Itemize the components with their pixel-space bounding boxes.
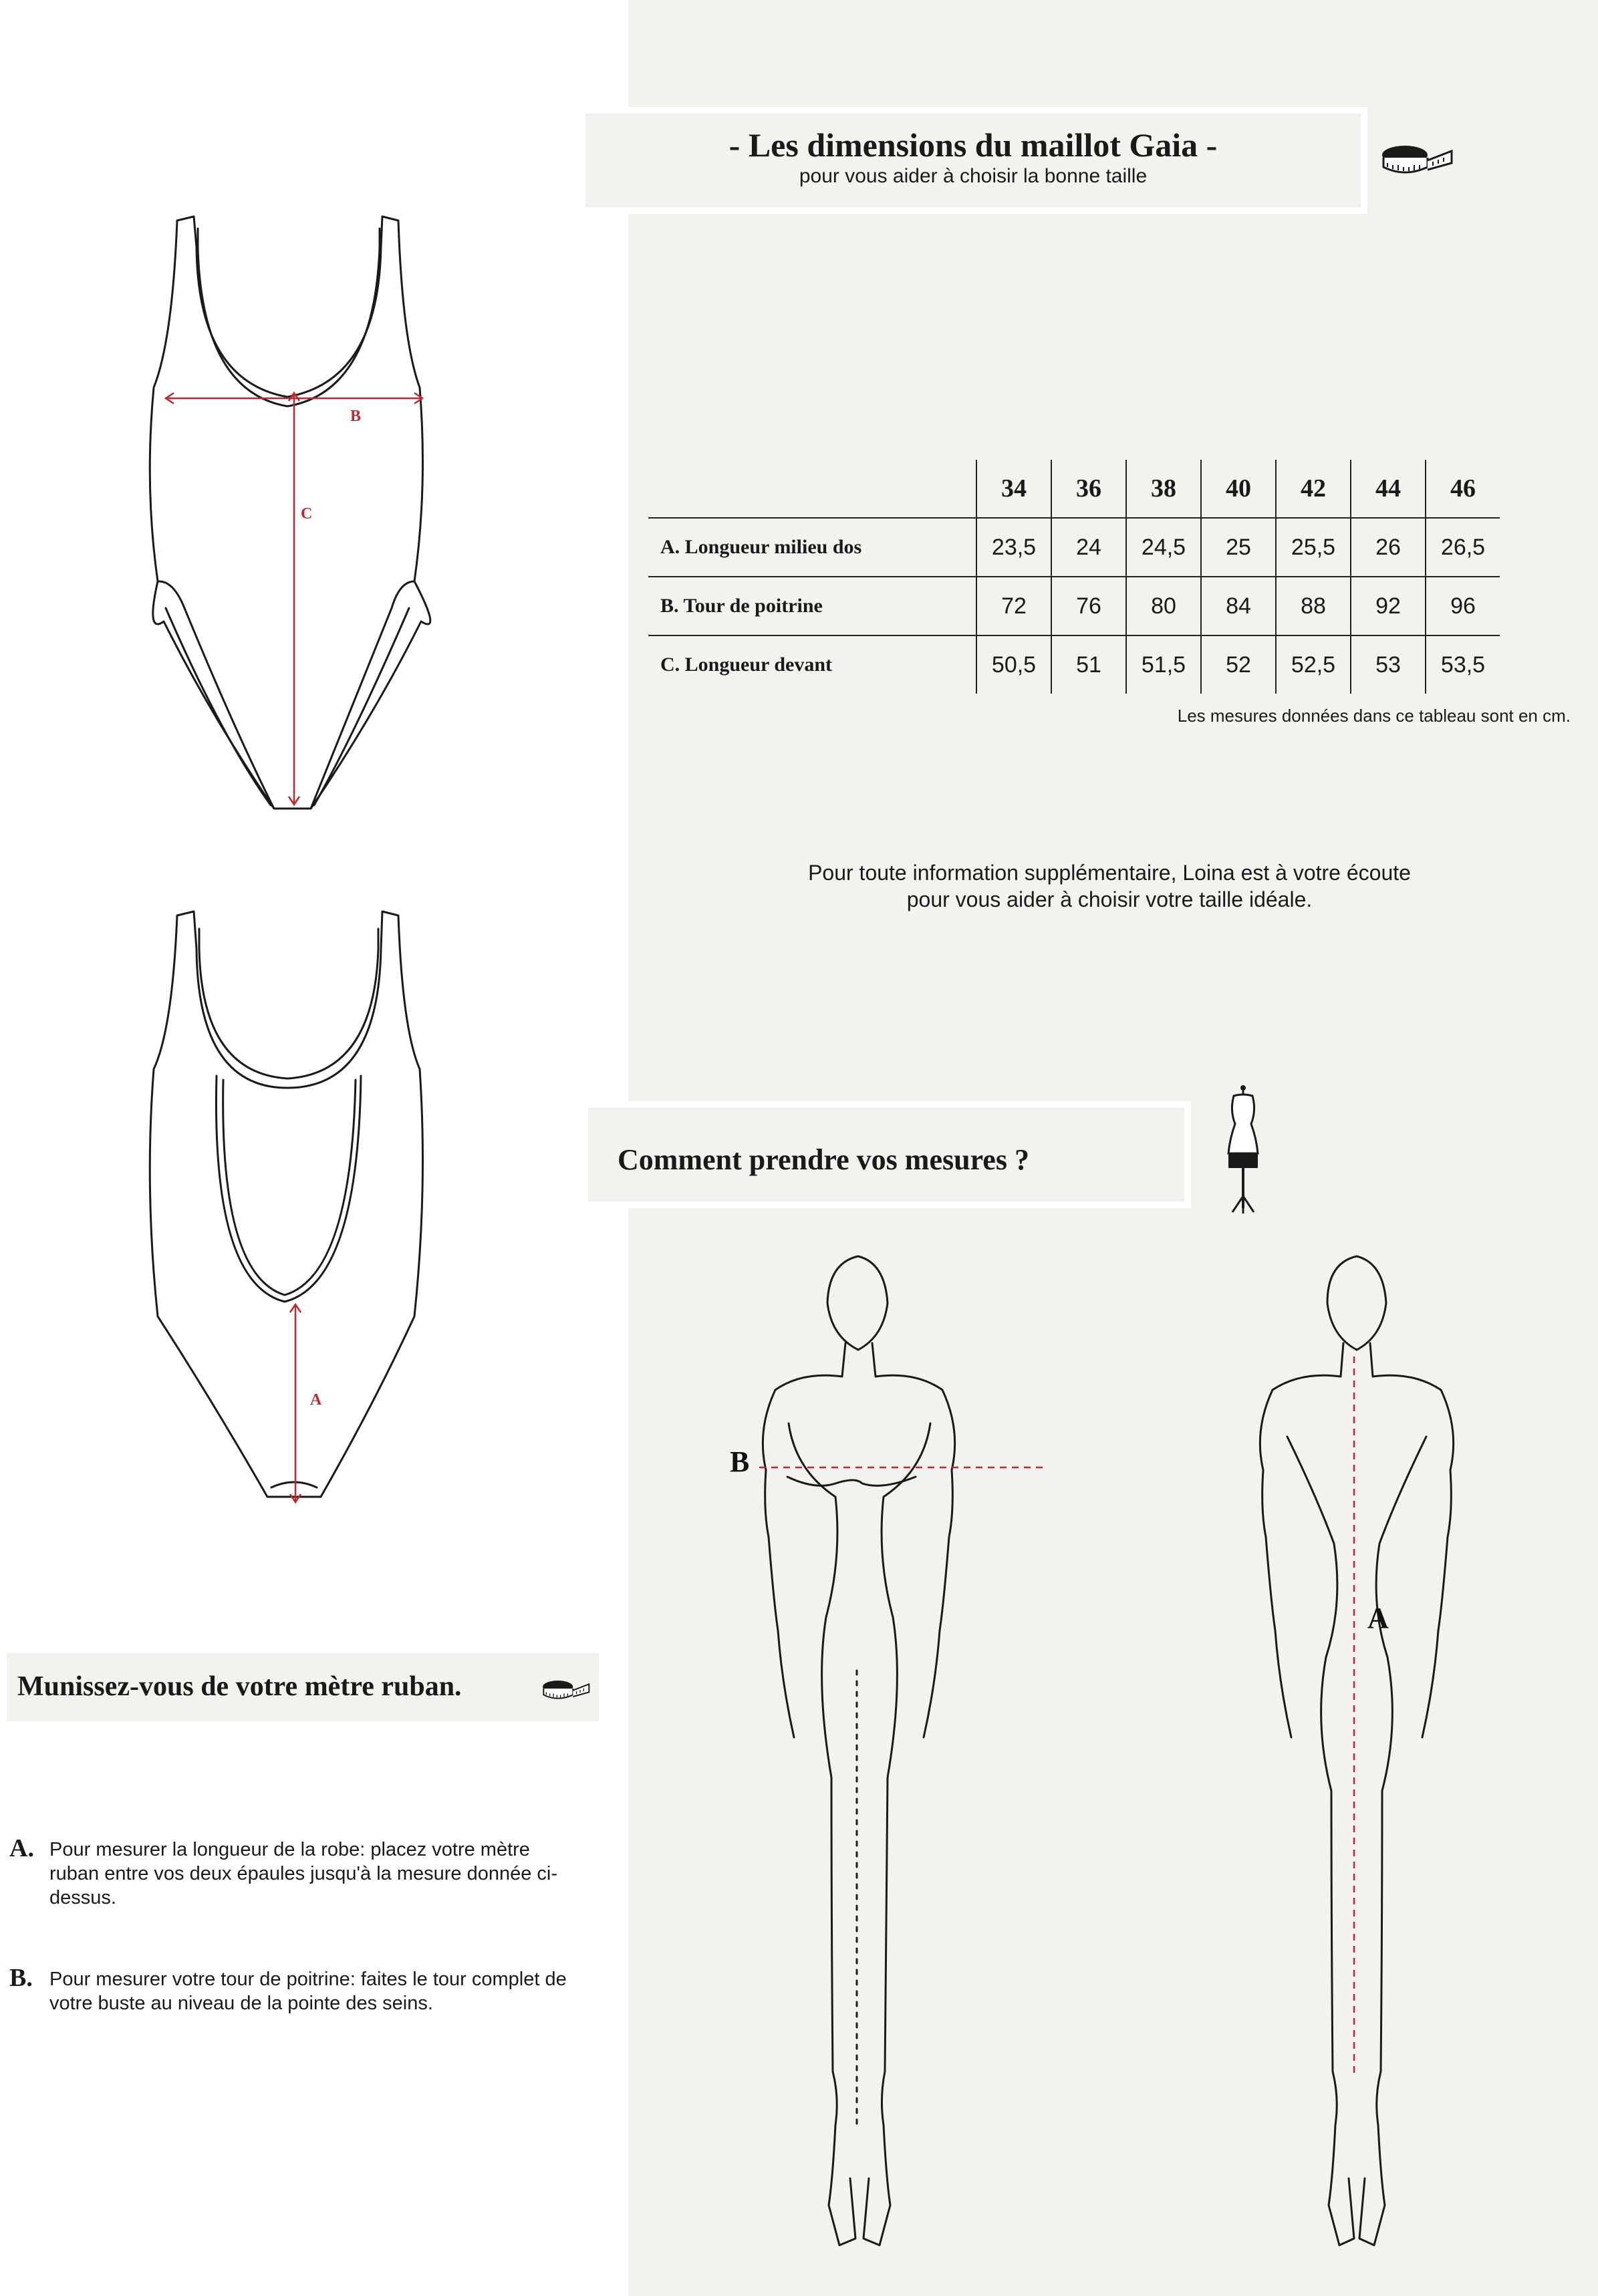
page-title: - Les dimensions du maillot Gaia - bbox=[728, 126, 1218, 164]
size-column-header: 36 bbox=[1051, 460, 1126, 518]
figure-back-outline bbox=[1260, 1256, 1453, 2245]
table-cell: 72 bbox=[976, 577, 1051, 635]
how-to-box bbox=[581, 1101, 1191, 1208]
table-cell: 80 bbox=[1126, 577, 1201, 635]
swimsuit-front-outline bbox=[150, 217, 430, 809]
table-cell: 24 bbox=[1051, 518, 1126, 577]
row-label: B. Tour de poitrine bbox=[648, 577, 976, 635]
instruction-item bbox=[9, 1964, 571, 2015]
swimsuit-back-diagram bbox=[147, 909, 441, 1510]
size-column-header: 34 bbox=[976, 460, 1051, 518]
tape-measure-icon bbox=[1378, 131, 1458, 184]
table-cell: 53,5 bbox=[1426, 635, 1500, 694]
table-cell: 25,5 bbox=[1276, 518, 1351, 577]
label-b: B bbox=[350, 408, 362, 425]
table-cell: 51 bbox=[1051, 635, 1126, 694]
table-row bbox=[648, 518, 1500, 577]
label-a: A bbox=[310, 1391, 322, 1409]
label-c: C bbox=[301, 505, 313, 523]
label-figure-b: B bbox=[730, 1445, 750, 1478]
table-cell: 24,5 bbox=[1126, 518, 1201, 577]
table-cell: 26,5 bbox=[1426, 518, 1500, 577]
table-row bbox=[648, 635, 1500, 694]
row-label: C. Longueur devant bbox=[648, 635, 976, 694]
instruction-letter: B. bbox=[9, 1964, 33, 1992]
table-cell: 96 bbox=[1426, 577, 1500, 635]
table-cell: 53 bbox=[1351, 635, 1426, 694]
instruction-text: Pour mesurer la longueur de la robe: placez votre mètre ruban entre vos deux épaules jusqu'à la mesure donnée ci-dessus. bbox=[49, 1839, 558, 1908]
instruction-letter: A. bbox=[9, 1834, 34, 1862]
measure-a-line bbox=[290, 1304, 301, 1502]
table-cell: 92 bbox=[1351, 577, 1426, 635]
tape-measure-icon bbox=[540, 1671, 593, 1707]
figure-back-diagram bbox=[1216, 1256, 1537, 2272]
size-column-header: 46 bbox=[1426, 460, 1500, 518]
tape-box bbox=[7, 1653, 599, 1721]
label-figure-a: A bbox=[1367, 1602, 1389, 1634]
table-cell: 50,5 bbox=[976, 635, 1051, 694]
table-cell: 88 bbox=[1276, 577, 1351, 635]
size-column-header: 38 bbox=[1126, 460, 1201, 518]
table-note: Les mesures données dans ce tableau sont en cm. bbox=[1177, 706, 1571, 726]
info-line: pour vous aider à choisir votre taille idéale. bbox=[906, 887, 1313, 911]
measure-c-line bbox=[289, 393, 299, 805]
info-text bbox=[762, 859, 1457, 913]
instruction-item bbox=[9, 1834, 571, 1910]
size-header-row bbox=[648, 460, 1500, 518]
table-cell: 52,5 bbox=[1276, 635, 1351, 694]
table-cell: 23,5 bbox=[976, 518, 1051, 577]
table-cell: 25 bbox=[1201, 518, 1276, 577]
table-cell: 52 bbox=[1201, 635, 1276, 694]
swimsuit-back-outline bbox=[150, 911, 422, 1497]
row-label: A. Longueur milieu dos bbox=[648, 518, 976, 577]
figure-front-diagram bbox=[708, 1256, 1056, 2272]
header-box bbox=[579, 107, 1367, 214]
swimsuit-front-diagram bbox=[147, 207, 441, 829]
table-cell: 26 bbox=[1351, 518, 1426, 577]
info-line: Pour toute information supplémentaire, Loina est à votre écoute bbox=[808, 861, 1411, 885]
table-cell: 51,5 bbox=[1126, 635, 1201, 694]
table-row bbox=[648, 577, 1500, 635]
size-column-header: 44 bbox=[1351, 460, 1426, 518]
dress-form-icon bbox=[1223, 1084, 1263, 1215]
size-column-header: 40 bbox=[1201, 460, 1276, 518]
tape-title: Munissez-vous de votre mètre ruban. bbox=[17, 1671, 462, 1702]
page-subtitle: pour vous aider à choisir la bonne taille bbox=[799, 165, 1148, 187]
size-table bbox=[648, 460, 1500, 694]
size-column-header: 42 bbox=[1276, 460, 1351, 518]
how-to-title: Comment prendre vos mesures ? bbox=[618, 1143, 1029, 1176]
instruction-text: Pour mesurer votre tour de poitrine: faites le tour complet de votre buste au niveau de la pointe des seins. bbox=[49, 1969, 567, 2014]
table-cell: 76 bbox=[1051, 577, 1126, 635]
table-cell: 84 bbox=[1201, 577, 1276, 635]
figure-front-outline bbox=[763, 1256, 954, 2245]
